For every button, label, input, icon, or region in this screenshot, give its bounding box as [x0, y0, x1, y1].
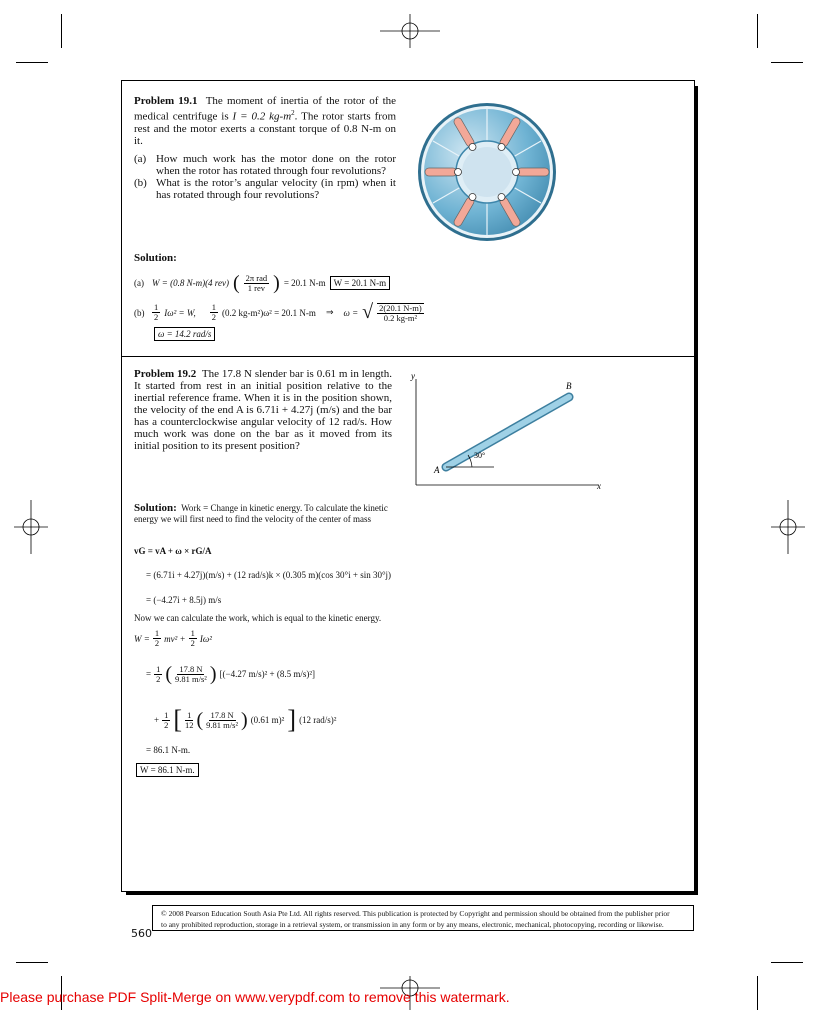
solution-intro: Work = Change in kinetic energy. To calculate the kinetic energy we will first need to find the velocity of the center of mass: [134, 503, 388, 524]
denominator: 2: [156, 673, 161, 684]
denominator: 0.2 kg-m²: [383, 312, 418, 323]
work-line-2: [154, 707, 337, 733]
denominator: 2: [154, 638, 160, 648]
numerator: 17.8 N: [210, 709, 234, 720]
section-divider: [122, 356, 694, 357]
problem-text: The moment of inertia of the rotor of the medical centrifuge is: [134, 95, 397, 123]
crop-mark: [771, 962, 803, 963]
velocity-equation: [134, 546, 211, 556]
solution-line-b: [134, 301, 424, 324]
plus: +: [154, 715, 160, 725]
paren: (: [196, 709, 204, 731]
boxed-answer: ω = 14.2 rad/s: [154, 327, 215, 341]
solution-19-2: [134, 503, 396, 524]
numerator: 1: [164, 709, 169, 720]
question-text: How much work has the motor done on the rotor when the rotor has rotated through four revolutions?: [156, 152, 396, 177]
slender-bar: [446, 397, 569, 467]
equation: = (−4.27i + 8.5j) m/s: [146, 595, 222, 605]
numerator: 2π rad: [245, 272, 268, 283]
work-equation: [134, 629, 212, 648]
implies-arrow: ⇒: [325, 307, 334, 317]
paren: ): [273, 272, 280, 294]
bar-figure: [406, 371, 606, 496]
question-label: (b): [134, 176, 147, 189]
equation: (12 rad/s)²: [299, 715, 337, 725]
boxed-answer: W = 20.1 N-m: [330, 276, 390, 290]
fraction: [189, 629, 197, 648]
fraction: [175, 665, 207, 684]
work-result: [146, 745, 190, 755]
paren: ): [241, 709, 248, 731]
text: Now we can calculate the work, which is equal to the kinetic energy.: [134, 613, 382, 623]
crop-mark: [16, 962, 48, 963]
problem-heading: Problem 19.2: [134, 368, 197, 380]
crop-mark: [16, 62, 48, 63]
numerator: 1: [211, 302, 217, 312]
numerator: 1: [190, 628, 195, 638]
numerator: 2(20.1 N-m): [379, 302, 422, 313]
velocity-result: [146, 595, 221, 605]
equation: mv² +: [164, 633, 186, 644]
sqrt-symbol: √: [362, 301, 374, 323]
point-a-label: A: [434, 465, 440, 475]
solution-heading: Solution:: [134, 252, 177, 264]
question-label: (a): [134, 152, 147, 165]
equation: = 20.1 N-m: [283, 278, 326, 288]
denominator: 2: [211, 312, 217, 322]
equation: (0.61 m)²: [250, 715, 285, 725]
crop-mark: [757, 976, 758, 1010]
copyright-line: © 2008 Pearson Education South Asia Pte Ltd. All rights reserved. This publication is protected by Copyright and permission should be obtained from the publisher prior: [161, 909, 670, 918]
fraction: [162, 711, 170, 730]
equation: W =: [134, 633, 150, 644]
solution-line-b-answer: [154, 327, 215, 341]
fraction: [206, 711, 238, 730]
registration-mark-left: [14, 500, 48, 554]
denominator: 9.81 m/s²: [206, 719, 239, 730]
numerator: 1: [154, 302, 159, 312]
problem-text: The 17.8 N slender bar is 0.61 m in length. It started from rest in an initial position relative to the inertial reference frame. When it is in the position shown, the velocity of the end A is 6.71i + 4.27j (m/s) and the bar has a counterclockwise angular velocity of 12 rad/s. How much work was done on the bar as it moved from its initial position to its present position?: [134, 368, 392, 452]
fraction: [185, 711, 194, 730]
work-answer: [136, 763, 199, 777]
solution-line-a: [134, 273, 390, 293]
inertia-value: I = 0.2 kg-m: [232, 110, 292, 123]
paren: (: [165, 663, 172, 685]
problem-19-1: [134, 95, 396, 201]
equation: vG = vA + ω × rG/A: [134, 546, 212, 556]
page-number: 560: [131, 927, 152, 940]
question-text: What is the rotor’s angular velocity (in rpm) when it has rotated through four revolutions?: [156, 176, 396, 201]
equation: Iω² = W,: [164, 307, 196, 318]
fraction: [153, 629, 161, 648]
fraction: [154, 665, 162, 684]
angle-label: 30°: [474, 451, 486, 460]
page-frame: [121, 80, 695, 892]
work-statement: [134, 613, 381, 623]
boxed-answer: W = 86.1 N-m.: [136, 763, 199, 777]
numerator: 1: [156, 663, 161, 674]
copyright-line: to any prohibited reproduction, storage in a retrieval system, or transmission in any form or by any means, electronic, mechanical, photocopying, recording or likewise.: [161, 920, 664, 929]
fraction: [244, 274, 270, 293]
equation: = 86.1 N-m.: [146, 745, 191, 755]
equation: ω =: [343, 307, 359, 318]
equation: Iω²: [199, 633, 212, 644]
crop-mark: [757, 14, 758, 48]
fraction: [210, 303, 218, 322]
fraction: [152, 303, 160, 322]
watermark-link[interactable]: Please purchase PDF Split-Merge on www.verypdf.com to remove this watermark.: [0, 989, 510, 1005]
bracket: [: [173, 705, 182, 734]
denominator: 2: [190, 638, 195, 648]
paren: ): [209, 663, 217, 685]
problem-heading: Problem 19.1: [134, 95, 198, 107]
numerator: 17.8 N: [179, 663, 203, 674]
bracket: ]: [287, 705, 297, 734]
centrifuge-illustration: [416, 101, 558, 243]
denominator: 2: [164, 719, 169, 730]
equation: = (6.71i + 4.27j)(m/s) + (12 rad/s)k × (0.305 m)(cos 30°i + sin 30°j): [146, 570, 392, 580]
fraction: [377, 303, 424, 323]
inertia-exponent: 2: [291, 109, 295, 117]
numerator: 1: [154, 628, 160, 638]
line-label: (b): [134, 307, 145, 318]
question-b: [134, 177, 396, 201]
denominator: 2: [154, 312, 159, 322]
denominator: 1 rev: [247, 282, 266, 293]
work-line-1: [146, 664, 315, 684]
y-axis-label: y: [411, 371, 415, 381]
equation: [(−4.27 m/s)² + (8.5 m/s)²]: [219, 669, 316, 679]
problem-19-2: [134, 368, 392, 452]
point-b-label: B: [566, 381, 572, 391]
equation: (0.2 kg-m²)ω² = 20.1 N-m: [222, 307, 316, 318]
problem-text: . The rotor starts from rest and the motor exerts a constant torque of 0.8 N-m on it.: [134, 110, 397, 147]
denominator: 9.81 m/s²: [175, 673, 207, 684]
equals: =: [146, 669, 152, 679]
crop-mark: [771, 62, 803, 63]
numerator: 1: [187, 709, 192, 720]
question-a: [134, 153, 396, 177]
denominator: 12: [185, 719, 194, 730]
registration-mark-top: [380, 14, 440, 48]
line-label: (a): [134, 278, 144, 288]
x-axis-label: x: [597, 481, 601, 491]
paren: (: [232, 272, 240, 294]
solution-heading: Solution:: [134, 502, 177, 514]
velocity-substitution: [146, 570, 391, 580]
copyright-box: [152, 905, 694, 931]
crop-mark: [61, 14, 62, 48]
registration-mark-right: [771, 500, 805, 554]
equation: W = (0.8 N-m)(4 rev): [152, 278, 229, 288]
